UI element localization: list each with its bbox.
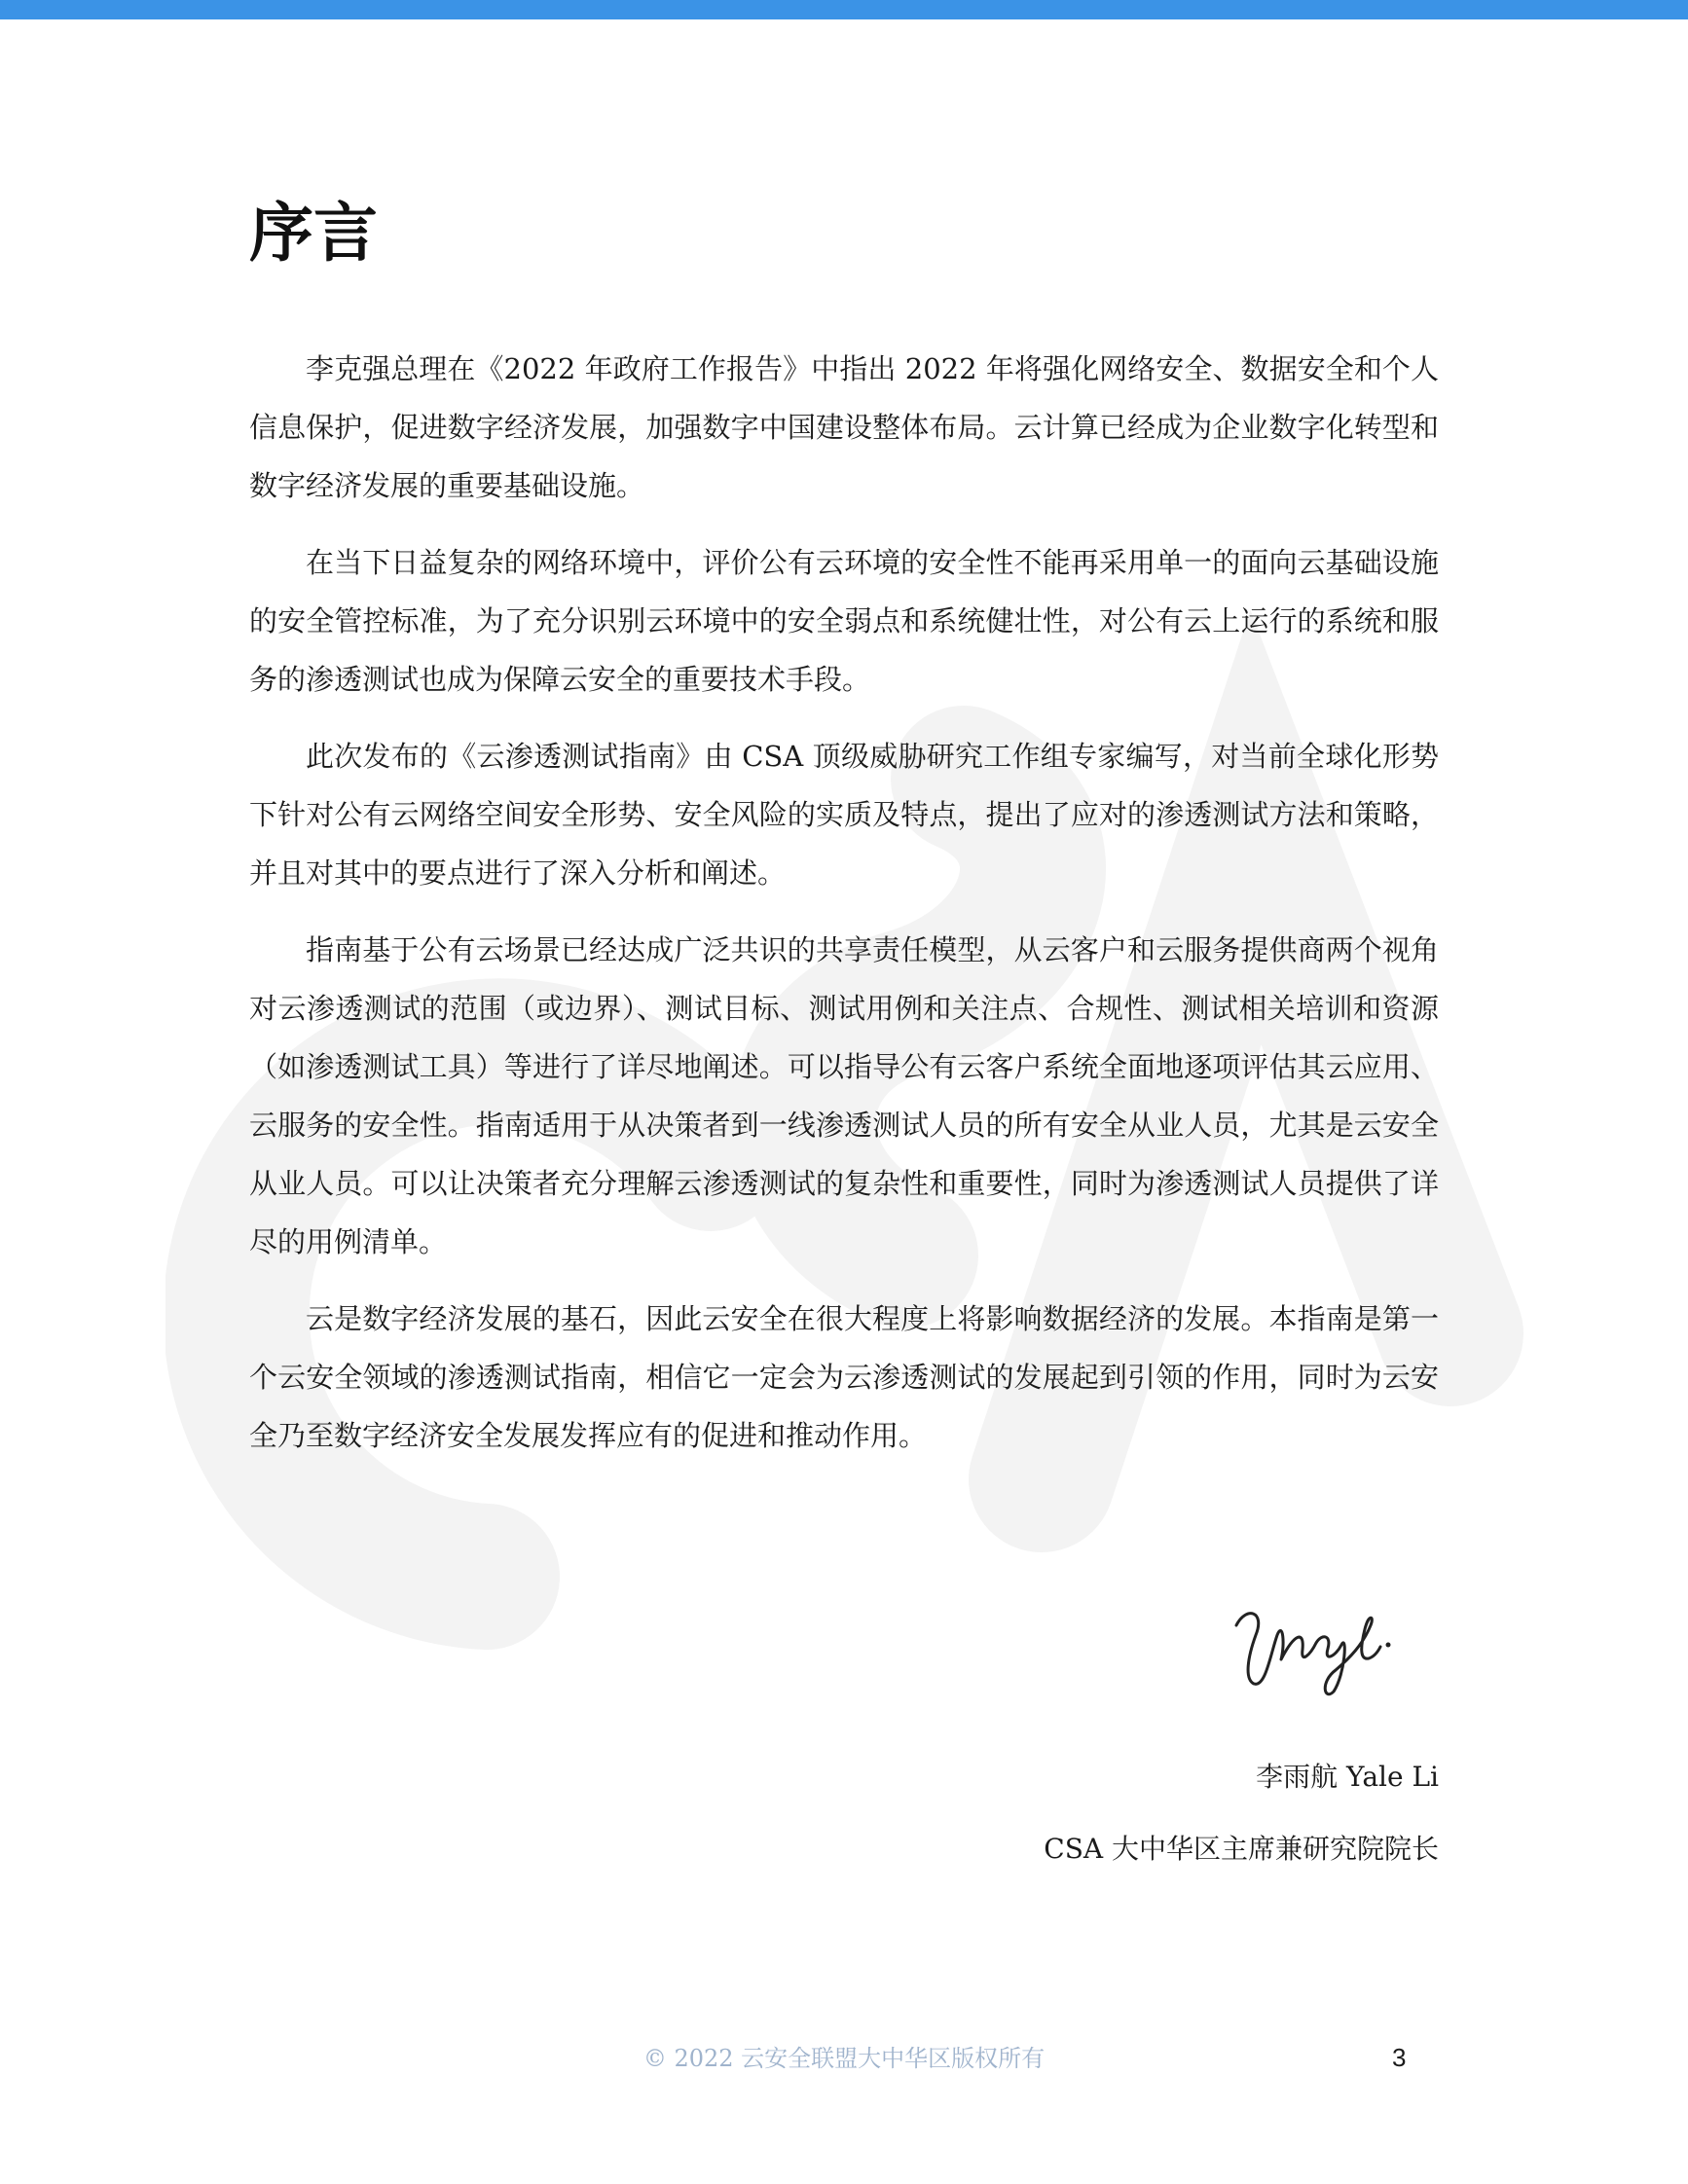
signatory-position: CSA 大中华区主席兼研究院院长 <box>1044 1833 1439 1865</box>
paragraph-4: 指南基于公有云场景已经达成广泛共识的共享责任模型，从云客户和云服务提供商两个视角对云渗透测试的范围（或边界）、测试目标、测试用例和关注点、合规性、测试相关培训和资源（如渗透测试工具）等进行了详尽地阐述。可以指导公有云客户系统全面地逐项评估其云应用、云服务的安全性。指南适用于从决策者到一线渗透测试人员的所有安全从业人员，尤其是云安全从业人员。可以让决策者充分理解云渗透测试的复杂性和重要性，同时为渗透测试人员提供了详尽的用例清单。 <box>249 933 1439 1259</box>
top-accent-bar <box>0 0 1688 19</box>
paragraph-2: 在当下日益复杂的网络环境中，评价公有云环境的安全性不能再采用单一的面向云基础设施的安全管控标准，为了充分识别云环境中的安全弱点和系统健壮性，对公有云上运行的系统和服务的渗透测试也成为保障云安全的重要技术手段。 <box>249 546 1439 697</box>
footer-copyright: © 2022 云安全联盟大中华区版权所有 <box>642 2045 1046 2072</box>
paragraph-5: 云是数字经济发展的基石，因此云安全在很大程度上将影响数据经济的发展。本指南是第一个云安全领域的渗透测试指南，相信它一定会为云渗透测试的发展起到引领的作用，同时为云安全乃至数字经济安全发展发挥应有的促进和推动作用。 <box>249 1302 1439 1453</box>
document-body <box>249 195 1439 1483</box>
handwritten-signature <box>1227 1586 1402 1703</box>
signatory-name: 李雨航 Yale Li <box>1256 1761 1439 1793</box>
page-number: 3 <box>1392 2043 1407 2072</box>
page-title: 序言 <box>249 196 378 271</box>
paragraph-3: 此次发布的《云渗透测试指南》由 CSA 顶级威胁研究工作组专家编写，对当前全球化形势下针对公有云网络空间安全形势、安全风险的实质及特点，提出了应对的渗透测试方法和策略，并且对其中的要点进行了深入分析和阐述。 <box>249 740 1439 891</box>
paragraph-1: 李克强总理在《2022 年政府工作报告》中指出 2022 年将强化网络安全、数据安全和个人信息保护，促进数字经济发展，加强数字中国建设整体布局。云计算已经成为企业数字化转型和数字经济发展的重要基础设施。 <box>249 352 1439 503</box>
